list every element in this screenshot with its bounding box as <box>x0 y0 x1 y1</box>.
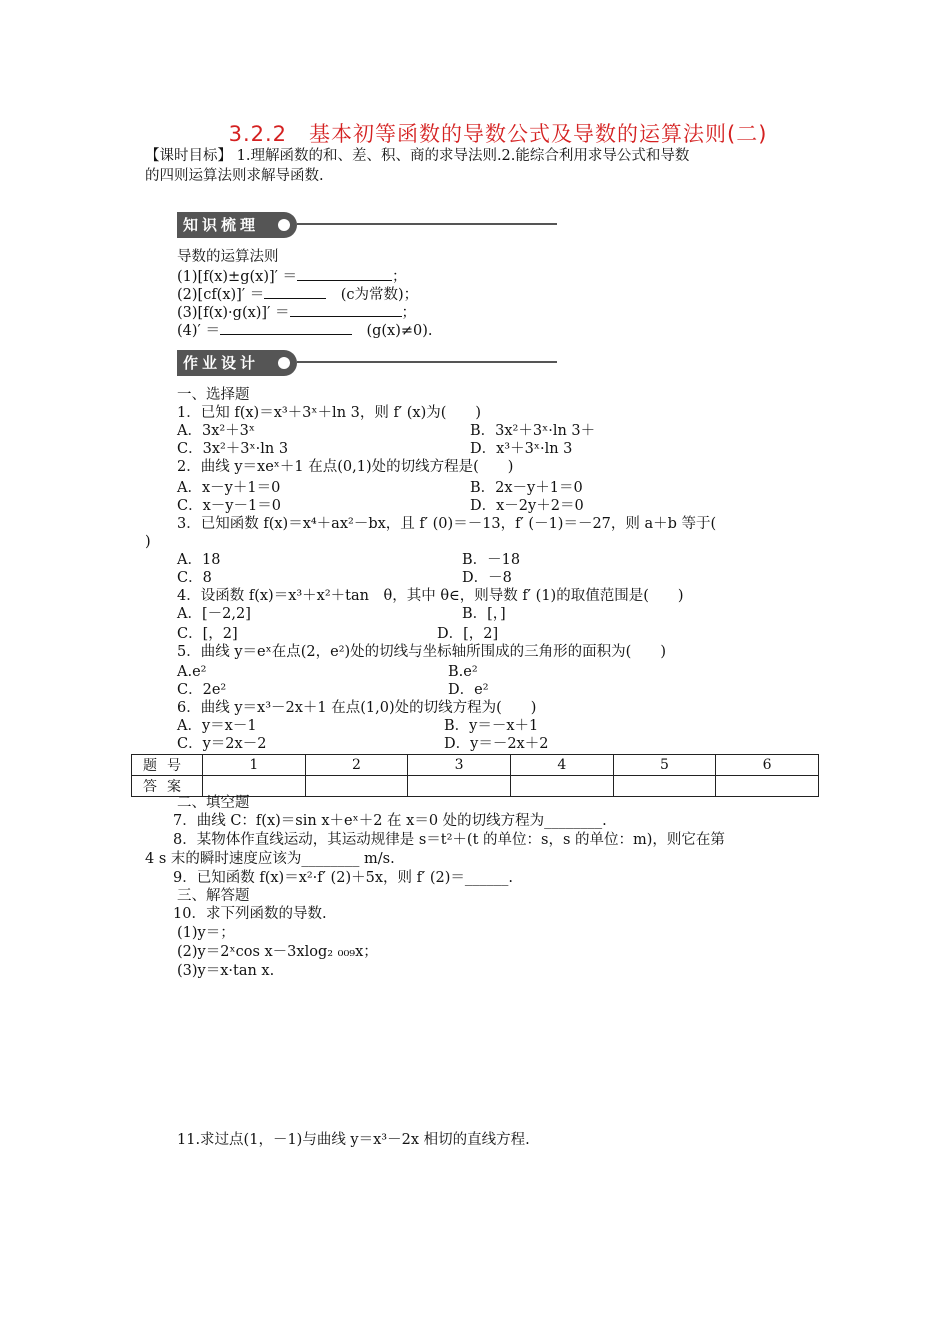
q1-option-a: A．3x²＋3ˣ <box>177 423 256 439</box>
table-cell: 5 <box>613 755 716 776</box>
q2-option-a: A．x－y＋1＝0 <box>177 480 281 496</box>
goal-label: 【课时目标】 <box>145 148 232 164</box>
question-5: 5．曲线 y＝eˣ在点(2，e²)处的切线与坐标轴所围成的三角形的面积为( ) <box>177 644 666 660</box>
table-cell: 3 <box>408 755 511 776</box>
blank-field <box>290 302 402 317</box>
rule-1: (1)[f(x)±g(x)]′ ＝ ； <box>177 266 407 286</box>
q1-option-c: C．3x²＋3ˣ·ln 3 <box>177 441 289 457</box>
q1-option-b: B．3x²＋3ˣ·ln 3＋ <box>470 423 596 439</box>
q4-option-c: C．[，2] <box>177 626 238 642</box>
question-9: 9．已知函数 f(x)＝x²·f′ (2)＋5x，则 f′ (2)＝______. <box>173 870 514 886</box>
q5-option-d: D．e² <box>448 682 489 698</box>
blank-field <box>264 284 326 299</box>
q10-part-3: (3)y＝x·tan x. <box>177 963 275 979</box>
table-cell: 2 <box>305 755 408 776</box>
part-fill-heading: 二、填空题 <box>177 795 250 811</box>
goal-text-2: 的四则运算法则求解导函数. <box>145 168 324 184</box>
q3-option-a: A．18 <box>177 552 221 568</box>
section-rule <box>297 361 557 363</box>
q10-part-2: (2)y＝2ˣcos x－3xlog₂ ₀₀₉x； <box>177 944 378 960</box>
q5-option-c: C．2e² <box>177 682 227 698</box>
table-header-cell: 题号 <box>132 755 203 776</box>
section-rule <box>297 223 557 225</box>
q5-option-a: A.e² <box>177 664 207 680</box>
q5-option-b: B.e² <box>448 664 478 680</box>
q3-option-d: D．－8 <box>462 570 512 586</box>
answer-cell[interactable] <box>510 776 613 797</box>
table-cell: 1 <box>203 755 306 776</box>
question-2: 2．曲线 y＝xeˣ＋1 在点(0,1)处的切线方程是( ) <box>177 459 514 475</box>
section-dot-icon <box>278 357 290 369</box>
q6-option-c: C．y＝2x－2 <box>177 736 267 752</box>
q3-option-b: B．－18 <box>462 552 521 568</box>
section-tag: 知识梳理 <box>177 212 297 238</box>
answer-table <box>131 754 819 797</box>
q2-option-b: B．2x－y＋1＝0 <box>470 480 583 496</box>
answer-cell[interactable] <box>716 776 819 797</box>
question-3-continued: ) <box>145 534 151 550</box>
question-6: 6．曲线 y＝x³－2x＋1 在点(1,0)处的切线方程为( ) <box>177 700 537 716</box>
question-1: 1．已知 f(x)＝x³＋3ˣ＋ln 3，则 f′ (x)为( ) <box>177 405 482 421</box>
answer-cell[interactable] <box>305 776 408 797</box>
part-answer-heading: 三、解答题 <box>177 888 250 904</box>
q2-option-c: C．x－y－1＝0 <box>177 498 281 514</box>
rule-3: (3)[f(x)·g(x)]′ ＝ ； <box>177 302 416 322</box>
blank-field <box>220 320 352 335</box>
table-row <box>132 755 819 776</box>
q6-option-d: D．y＝－2x＋2 <box>444 736 549 752</box>
q10-part-1: (1)y＝； <box>177 925 235 941</box>
question-10: 10．求下列函数的导数. <box>173 906 327 922</box>
q3-option-c: C．8 <box>177 570 212 586</box>
table-header-cell: 答案 <box>132 776 203 797</box>
question-8-continued: 4 s 末的瞬时速度应该为________ m/s. <box>145 851 395 867</box>
section-dot-icon <box>278 219 290 231</box>
rule-2: (2)[cf(x)]′ ＝ (c为常数)； <box>177 284 418 304</box>
lesson-goal <box>145 146 817 186</box>
q6-option-b: B．y＝－x＋1 <box>444 718 539 734</box>
goal-text-1: 1.理解函数的和、差、积、商的求导法则.2.能综合利用求导公式和导数 <box>232 148 690 164</box>
question-11: 11.求过点(1，－1)与曲线 y＝x³－2x 相切的直线方程. <box>177 1132 530 1148</box>
q4-option-d: D．[，2] <box>437 626 499 642</box>
answer-cell[interactable] <box>408 776 511 797</box>
question-8: 8．某物体作直线运动，其运动规律是 s＝t²＋(t 的单位：s，s 的单位：m)，则它在第 <box>173 832 725 848</box>
q1-option-d: D．x³＋3ˣ·ln 3 <box>470 441 573 457</box>
q4-option-b: B．[，] <box>462 606 506 622</box>
q6-option-a: A．y＝x－1 <box>177 718 257 734</box>
section-tag: 作业设计 <box>177 350 297 376</box>
table-cell: 6 <box>716 755 819 776</box>
question-4: 4．设函数 f(x)＝x³＋x²＋tan θ，其中 θ∈，则导数 f′ (1)的取值范围是( ) <box>177 588 684 604</box>
table-cell: 4 <box>510 755 613 776</box>
answer-cell[interactable] <box>613 776 716 797</box>
q4-option-a: A．[－2,2] <box>177 606 251 622</box>
question-7: 7．曲线 C：f(x)＝sin x＋eˣ＋2 在 x＝0 处的切线方程为________. <box>173 813 607 829</box>
q2-option-d: D．x－2y＋2＝0 <box>470 498 584 514</box>
page-title: 3.2.2 基本初等函数的导数公式及导数的运算法则(二) <box>228 122 768 146</box>
question-3: 3．已知函数 f(x)＝x⁴＋ax²－bx，且 f′ (0)＝－13，f′ (－1)＝－27，则 a＋b 等于( <box>177 516 717 532</box>
rule-4: (4)′ ＝ (g(x)≠0). <box>177 320 433 340</box>
part-choice-heading: 一、选择题 <box>177 387 250 403</box>
blank-field <box>297 266 392 281</box>
rules-heading: 导数的运算法则 <box>177 249 279 265</box>
